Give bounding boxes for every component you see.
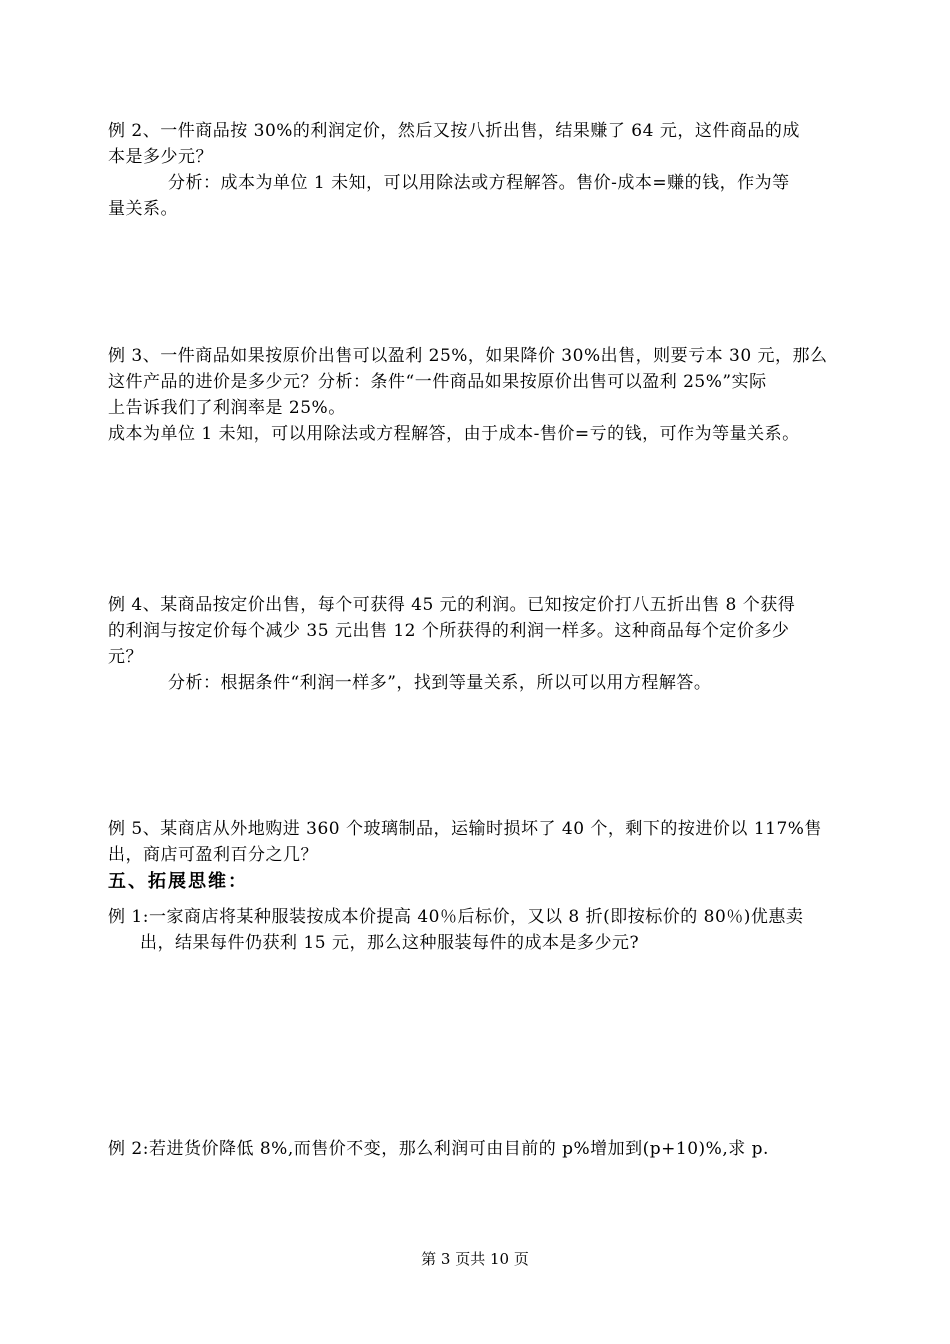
example-4-analysis: 分析：根据条件“利润一样多”，找到等量关系，所以可以用方程解答。 [168,673,712,693]
example-2-analysis-line-1: 分析：成本为单位 1 未知，可以用除法或方程解答。售价-成本=赚的钱，作为等 [168,173,790,193]
example-2-question-line-2: 本是多少元？ [108,147,213,167]
example-5 [108,816,848,868]
example-5-line-2: 出，商店可盈利百分之几？ [108,845,318,865]
section-5-heading: 五、拓展思维： [108,871,248,892]
example-5-line-1: 例 5、某商店从外地购进 360 个玻璃制品，运输时损坏了 40 个，剩下的按进价以 117%售 [108,819,822,839]
extension-example-2 [108,1136,848,1162]
example-4-line-3: 元？ [108,647,143,667]
extension-example-1-line-1: 例 1:一家商店将某种服装按成本价提高 40％后标价，又以 8 折(即按标价的 80％)优惠卖 [108,907,804,927]
example-2-analysis-line-2: 量关系。 [108,199,178,219]
example-3-line-2: 这件产品的进价是多少元？分析：条件“一件商品如果按原价出售可以盈利 25%”实际 [108,372,767,392]
example-3-line-4: 成本为单位 1 未知，可以用除法或方程解答，由于成本-售价=亏的钱，可作为等量关系。 [108,424,800,444]
extension-example-2-line-1: 例 2:若进货价降低 8%,而售价不变，那么利润可由目前的 p%增加到(p+10)%,求 p. [108,1139,769,1159]
example-3-line-3: 上告诉我们了利润率是 25%。 [108,398,346,418]
example-4-line-2: 的利润与按定价每个减少 35 元出售 12 个所获得的利润一样多。这种商品每个定价多少 [108,621,790,641]
extension-example-1 [108,904,848,956]
page-number-footer: 第 3 页共 10 页 [421,1250,529,1268]
example-4-line-1: 例 4、某商品按定价出售，每个可获得 45 元的利润。已知按定价打八五折出售 8 个获得 [108,595,796,615]
example-4 [108,592,848,696]
extension-example-1-line-2: 出，结果每件仍获利 15 元，那么这种服装每件的成本是多少元? [140,933,640,953]
example-2-question-line-1: 例 2、一件商品按 30%的利润定价，然后又按八折出售，结果赚了 64 元，这件商品的成 [108,121,800,141]
example-3 [108,343,848,447]
example-2 [108,118,848,222]
example-3-line-1: 例 3、一件商品如果按原价出售可以盈利 25%，如果降价 30%出售，则要亏本 30 元，那么 [108,346,828,366]
